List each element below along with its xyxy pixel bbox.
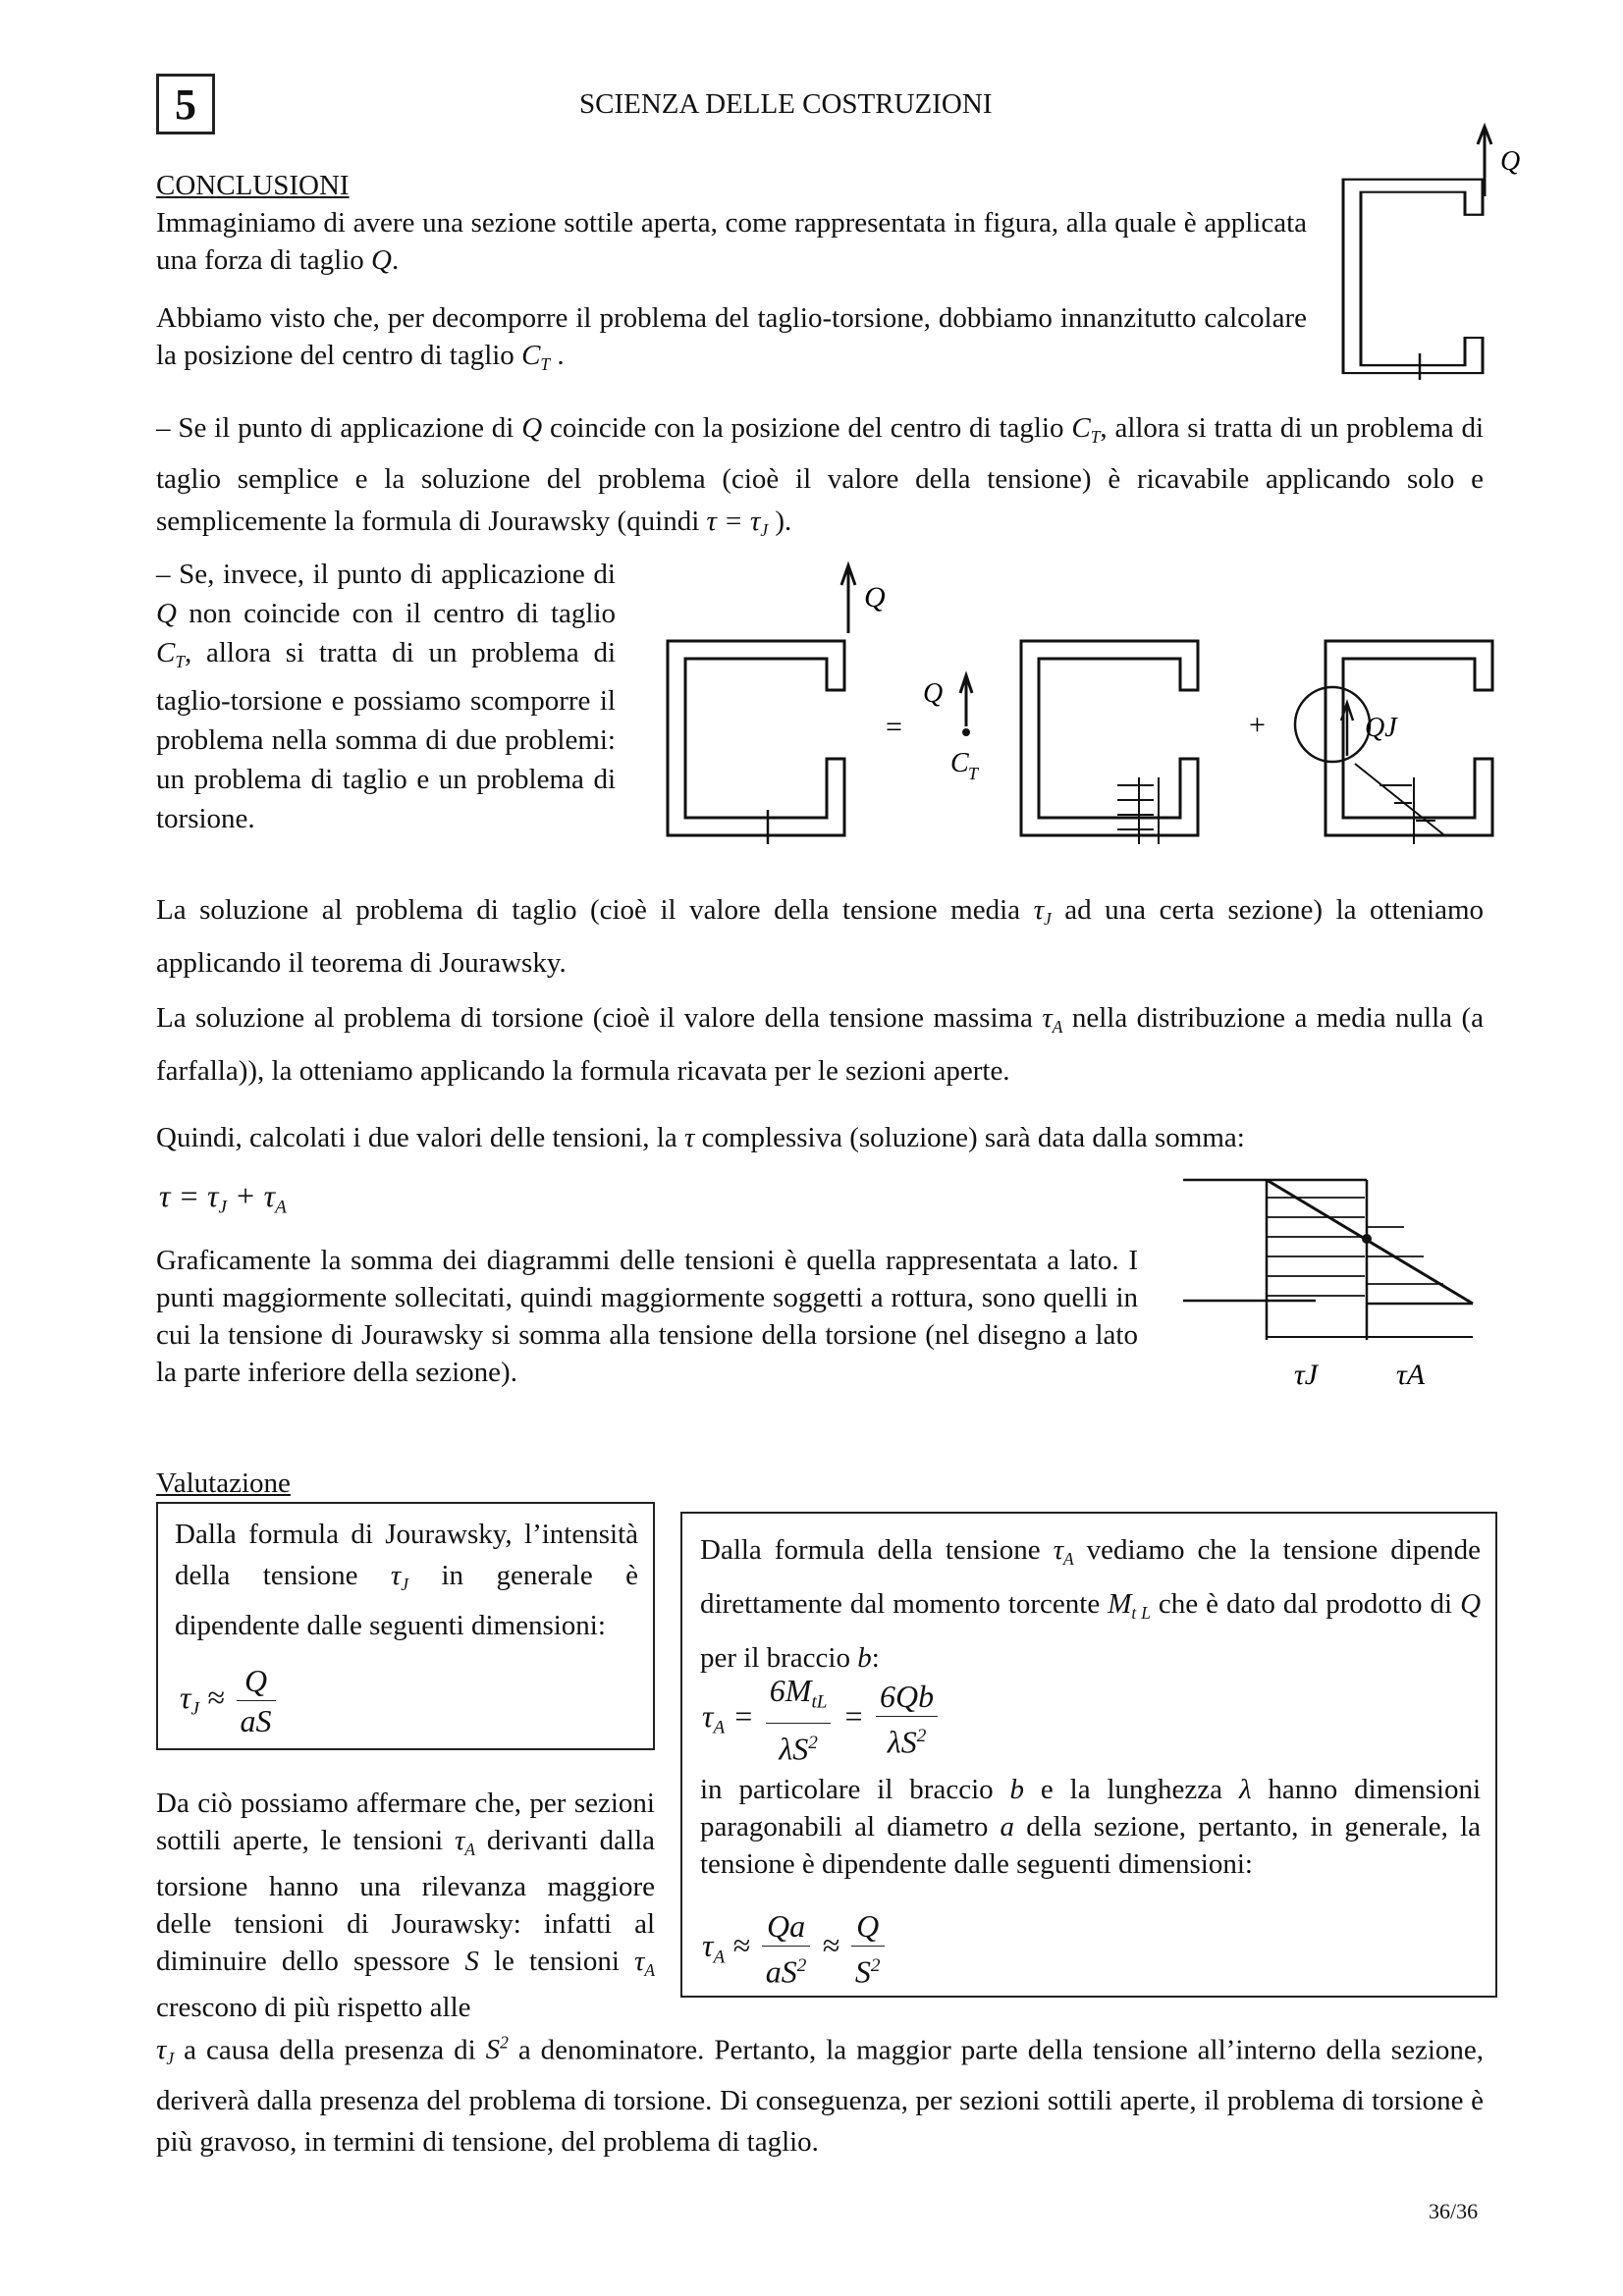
section-heading-valutazione: Valutazione	[156, 1468, 291, 1499]
page-number-badge: 5	[156, 74, 215, 134]
section-torsion	[1295, 641, 1492, 844]
svg-text:T: T	[968, 764, 979, 783]
svg-text:C: C	[950, 748, 969, 778]
plus-sign: +	[1249, 709, 1266, 741]
shear-solution-paragraph: La soluzione al problema di taglio (cioè il valore della tensione media $\tau_J$ ad una certa sezione) la otteniamo applicando il teorema di Jourawsky.	[156, 894, 1485, 980]
force-label: Q	[1500, 146, 1521, 177]
document-title: SCIENZA DELLE COSTRUZIONI	[579, 88, 993, 120]
footer-page-number: 36/36	[1429, 2199, 1479, 2223]
svg-text:τA: τA	[1396, 1359, 1426, 1391]
svg-text:Q: Q	[864, 581, 886, 614]
section-outer	[1343, 180, 1483, 373]
sum-equation: $\tau = \tau_J + \tau_A$	[159, 1178, 287, 1218]
final-paragraph: $\tau_J$ a causa della presenza di $S^2$ a denominatore. Pertanto, la maggior parte della tensione all’interno della sezione, deriverà dalla presenza del problema di torsione. Di conseguenza, per sezioni sottili aperte, il problema di torsione è più gravoso, in termini di tensione, del problema di taglio.	[156, 2033, 1484, 2158]
figure-open-section	[1316, 123, 1551, 388]
torsion-formula-1: $\tau_A$ = $\frac{6M_{tL}}{\lambda S^2}$ = $\frac{6Qb}{\lambda S^2}$	[702, 1671, 942, 1768]
svg-text:QJ: QJ	[1365, 713, 1397, 743]
jourawsky-box: Dalla formula di Jourawsky, l’intensità della tensione $\tau_J$ in generale è dipendente dalle seguenti dimensioni: $\tau_J$ ≈ $\frac{Q}{aS}$	[156, 1502, 655, 1750]
case2-paragraph: – Se, invece, il punto di applicazione di Q non coincide con il centro di taglio $C_T$, allora si tratta di un problema di taglio-torsione e possiamo scomporre il problema nella somma di due problemi: un problema di taglio e un problema di torsione.	[156, 559, 616, 835]
section-shear	[923, 641, 1198, 844]
svg-text:τJ: τJ	[1294, 1359, 1319, 1391]
section-heading-conclusioni: CONCLUSIONI	[156, 170, 350, 201]
case1-paragraph: – Se il punto di applicazione di Q coincide con la posizione del centro di taglio $C_T$, allora si tratta di un problema di taglio semplice e la soluzione del problema (cioè il valore della tensione) è ricavabile applicando solo e semplicemente la formula di Jourawsky (quindi $\tau = \tau_J$ ).	[156, 412, 1485, 541]
equals-sign: =	[886, 711, 902, 743]
torsion-box: Dalla formula della tensione $\tau_A$ vediamo che la tensione dipende direttamente dal momento torcente $M_{t L}$ che è dato dal prodotto di Q per il braccio b: $\tau_A$ = $\frac{6M_{tL}}{\lambda S^2}$ = $\frac{6Qb}{\lambda S^2}$ in particolare il braccio b e la lunghezza λ hanno dimensioni paragonabili al diametro a della sezione, pertanto, in generale, la tensione è dipendente dalle seguenti dimensioni: $\tau_A$ ≈ $\frac{Qa}{aS^2}$ ≈ $\frac{Q}{S^2}$	[680, 1512, 1497, 1998]
figure-decomposition	[658, 550, 1542, 864]
section-shear-torsion	[668, 565, 886, 844]
torsion-formula-2: $\tau_A$ ≈ $\frac{Qa}{aS^2}$ ≈ $\frac{Q}{S^2}$	[702, 1906, 889, 1992]
torsion-solution-paragraph: La soluzione al problema di torsione (cioè il valore della tensione massima $\tau_A$ nella distribuzione a media nulla (a farfalla)), la otteniamo applicando la formula ricavata per le sezioni aperte.	[156, 1002, 1485, 1088]
svg-text:Q: Q	[923, 678, 944, 709]
left-conclusion-paragraph: Da ciò possiamo affermare che, per sezioni sottili aperte, le tensioni $\tau_A$ derivanti dalla torsione hanno una rilevanza maggiore delle tensioni di Jourawsky: infatti al diminuire dello spessore S le tensioni $\tau_A$ crescono di più rispetto alle	[156, 1788, 656, 2024]
graphic-sum-paragraph: Graficamente la somma dei diagrammi delle tensioni è quella rappresentata a lato. I punti maggiormente sollecitati, quindi maggiormente soggetti a rottura, sono quelli in cui la tensione di Jourawsky si somma alla tensione della torsione (nel disegno a lato la parte inferiore della sezione).	[156, 1245, 1139, 1388]
intro-paragraph: Immaginiamo di avere una sezione sottile aperta, come rappresentata in figura, alla quale è applicata una forza di taglio Q.	[156, 207, 1307, 276]
decompose-paragraph: Abbiamo visto che, per decomporre il problema del taglio-torsione, dobbiamo innanzitutto calcolare la posizione del centro di taglio $C_T$ .	[156, 302, 1307, 375]
figure-stress-diagram	[1178, 1168, 1512, 1404]
jourawsky-formula: $\tau_J$ ≈ $\frac{Q}{aS}$	[180, 1661, 280, 1740]
sum-intro-paragraph: Quindi, calcolati i due valori delle tensioni, la τ complessiva (soluzione) sarà data dalla somma:	[156, 1122, 1245, 1153]
